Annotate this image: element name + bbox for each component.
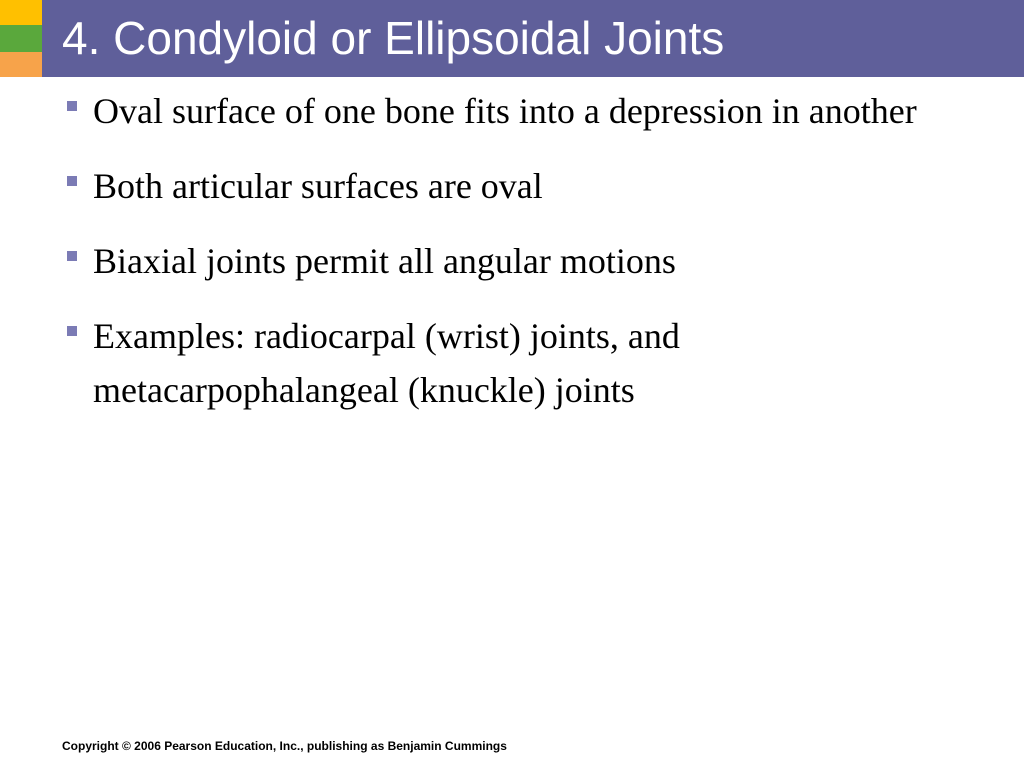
bullet-text: Both articular surfaces are oval xyxy=(93,166,543,206)
bullet-text: Oval surface of one bone fits into a depression in another xyxy=(93,91,917,131)
square-bullet-icon xyxy=(62,309,93,359)
bullet-text: Examples: radiocarpal (wrist) joints, and metacarpophalangeal (knuckle) joints xyxy=(93,316,680,410)
bullet-item xyxy=(62,309,962,417)
square-bullet-icon xyxy=(62,159,93,209)
bullet-list xyxy=(62,84,962,438)
accent-block-green xyxy=(0,25,42,52)
accent-color-blocks xyxy=(0,0,42,77)
square-bullet-icon xyxy=(62,84,93,134)
square-bullet-icon xyxy=(62,234,93,284)
copyright-footer: Copyright © 2006 Pearson Education, Inc., publishing as Benjamin Cummings xyxy=(62,739,507,753)
slide-title: 4. Condyloid or Ellipsoidal Joints xyxy=(62,12,725,64)
bullet-item xyxy=(62,84,962,138)
title-bar xyxy=(42,0,1024,77)
bullet-text: Biaxial joints permit all angular motions xyxy=(93,241,676,281)
bullet-item xyxy=(62,159,962,213)
bullet-item xyxy=(62,234,962,288)
accent-block-orange xyxy=(0,52,42,77)
accent-block-yellow xyxy=(0,0,42,25)
